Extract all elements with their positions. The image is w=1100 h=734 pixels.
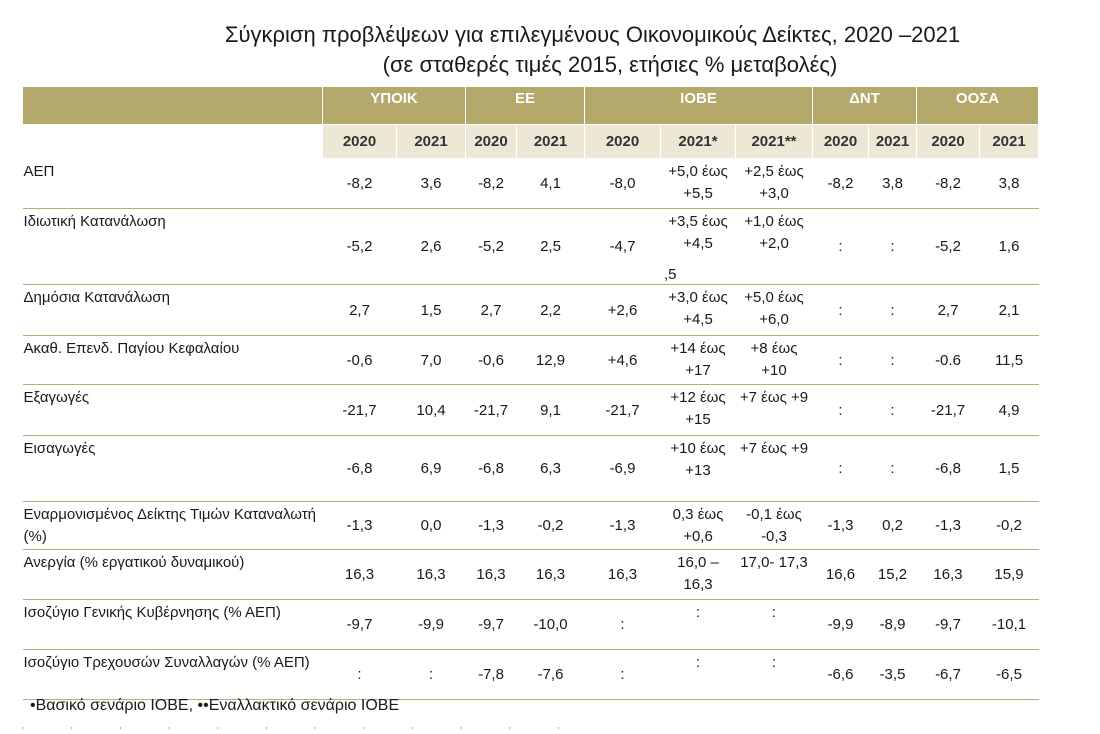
value-cell: -9,9 [397, 600, 466, 650]
year-header-cell: 2021 [980, 125, 1039, 159]
value-cell: -7,6 [517, 650, 585, 700]
value-cell: -7,8 [466, 650, 517, 700]
value-cell [661, 209, 736, 285]
value-cell: : [869, 436, 917, 502]
value-cell: 16,3 [323, 550, 397, 600]
value-cell: 3,8 [869, 159, 917, 209]
table-row [23, 600, 1039, 650]
value-text: +3,5 έως +4,5 [668, 213, 728, 252]
corner-cell [23, 125, 323, 159]
value-cell: : [813, 385, 869, 436]
value-cell: -0.6 [917, 336, 980, 385]
year-header-cell: 2021 [397, 125, 466, 159]
value-cell: 4,1 [517, 159, 585, 209]
value-cell: : [813, 285, 869, 336]
value-cell: : [661, 600, 736, 650]
value-cell: -6,8 [323, 436, 397, 502]
value-cell: +5,0 έως +6,0 [736, 285, 813, 336]
value-cell: 2,2 [517, 285, 585, 336]
year-header-cell: 2020 [585, 125, 661, 159]
value-cell: -21,7 [323, 385, 397, 436]
title-line-1: Σύγκριση προβλέψεων για επιλεγμένους Οικονομικούς Δείκτες, 2020 –2021 [224, 22, 961, 47]
group-header-row [23, 87, 1039, 125]
row-label: Εισαγωγές [23, 436, 323, 502]
value-cell: -0,2 [517, 502, 585, 550]
table-row [23, 209, 1039, 285]
row-label: Εναρμονισμένος Δείκτης Τιμών Καταναλωτή (%) [23, 502, 323, 550]
table-row [23, 336, 1039, 385]
value-cell: 1,5 [980, 436, 1039, 502]
year-header-cell: 2021* [661, 125, 736, 159]
row-label: Δημόσια Κατανάλωση [23, 285, 323, 336]
value-cell: : [323, 650, 397, 700]
value-cell: -6,8 [466, 436, 517, 502]
value-cell: -4,7 [585, 209, 661, 285]
row-label: Ιδιωτική Κατανάλωση [23, 209, 323, 285]
year-header-cell: 2021 [869, 125, 917, 159]
value-cell: -6,9 [585, 436, 661, 502]
value-cell: -8,2 [323, 159, 397, 209]
value-cell: 2,7 [466, 285, 517, 336]
group-header-oosa: ΟΟΣΑ [917, 87, 1039, 125]
value-cell: -8,0 [585, 159, 661, 209]
value-cell: -21,7 [585, 385, 661, 436]
value-cell: -9,7 [466, 600, 517, 650]
value-cell: -1,3 [813, 502, 869, 550]
value-cell: 16,3 [466, 550, 517, 600]
value-cell: +12 έως +15 [661, 385, 736, 436]
title-line-2: (σε σταθερές τιμές 2015, ετήσιες % μεταβολές) [382, 52, 838, 77]
value-cell: 2,6 [397, 209, 466, 285]
value-cell: 1,6 [980, 209, 1039, 285]
value-cell: -6,6 [813, 650, 869, 700]
value-cell: 2,7 [323, 285, 397, 336]
table-row [23, 436, 1039, 502]
year-header-cell: 2021 [517, 125, 585, 159]
value-cell: 17,0- 17,3 [736, 550, 813, 600]
value-cell: +8 έως +10 [736, 336, 813, 385]
value-cell: 0,0 [397, 502, 466, 550]
value-cell: 9,1 [517, 385, 585, 436]
value-cell: -5,2 [917, 209, 980, 285]
table-row [23, 159, 1039, 209]
value-cell: +2,6 [585, 285, 661, 336]
value-cell: -1,3 [323, 502, 397, 550]
value-cell: +1,0 έως +2,0 [736, 209, 813, 285]
table-row [23, 385, 1039, 436]
table-title [0, 20, 1100, 80]
value-cell: 16,0 – 16,3 [661, 550, 736, 600]
value-cell: -8,2 [917, 159, 980, 209]
value-cell: 15,9 [980, 550, 1039, 600]
value-cell: 3,6 [397, 159, 466, 209]
cropped-text-fragment: ' ' ' ' ' ' ' ' ' ' ' ' [22, 726, 582, 734]
table-row [23, 285, 1039, 336]
footnote: •Βασικό σενάριο ΙΟΒΕ, ••Εναλλακτικό σενάριο ΙΟΒΕ [30, 697, 400, 714]
year-header-cell: 2020 [466, 125, 517, 159]
value-cell: : [869, 385, 917, 436]
value-cell: : [736, 600, 813, 650]
value-cell: -6,7 [917, 650, 980, 700]
value-cell: -0,2 [980, 502, 1039, 550]
value-cell: +14 έως +17 [661, 336, 736, 385]
value-cell: -8,2 [466, 159, 517, 209]
year-header-cell: 2020 [813, 125, 869, 159]
row-label: Ισοζύγιο Τρεχουσών Συναλλαγών (% ΑΕΠ) [23, 650, 323, 700]
value-cell: 11,5 [980, 336, 1039, 385]
value-cell: -1,3 [917, 502, 980, 550]
value-cell: : [397, 650, 466, 700]
value-cell: -9,7 [917, 600, 980, 650]
value-cell: -0,6 [466, 336, 517, 385]
value-cell: +7 έως +9 [736, 385, 813, 436]
value-cell: 7,0 [397, 336, 466, 385]
value-cell: : [813, 209, 869, 285]
row-label: Ανεργία (% εργατικού δυναμικού) [23, 550, 323, 600]
value-cell: -9,9 [813, 600, 869, 650]
value-cell: 16,3 [917, 550, 980, 600]
table-row [23, 550, 1039, 600]
value-cell: 2,1 [980, 285, 1039, 336]
value-cell: -3,5 [869, 650, 917, 700]
value-cell: -0,1 έως -0,3 [736, 502, 813, 550]
value-cell: 1,5 [397, 285, 466, 336]
row-label: Ακαθ. Επενδ. Παγίου Κεφαλαίου [23, 336, 323, 385]
value-cell: 10,4 [397, 385, 466, 436]
value-cell: 16,3 [397, 550, 466, 600]
value-cell: : [869, 285, 917, 336]
value-cell: : [813, 436, 869, 502]
group-header-ee: ΕΕ [466, 87, 585, 125]
value-cell: -8,2 [813, 159, 869, 209]
year-header-cell: 2020 [323, 125, 397, 159]
stray-text: ,5 [664, 266, 677, 283]
value-cell: : [585, 600, 661, 650]
table-row [23, 650, 1039, 700]
value-cell: -8,9 [869, 600, 917, 650]
group-header-dnt: ΔΝΤ [813, 87, 917, 125]
value-cell: : [869, 209, 917, 285]
value-cell: : [585, 650, 661, 700]
value-cell: : [661, 650, 736, 700]
group-header-iobe: ΙΟΒΕ [585, 87, 813, 125]
value-cell: 15,2 [869, 550, 917, 600]
year-header-cell: 2020 [917, 125, 980, 159]
value-cell: +4,6 [585, 336, 661, 385]
value-cell: -6,8 [917, 436, 980, 502]
table-row [23, 502, 1039, 550]
value-cell: -5,2 [323, 209, 397, 285]
value-cell: 6,3 [517, 436, 585, 502]
value-cell: -5,2 [466, 209, 517, 285]
value-cell: -0,6 [323, 336, 397, 385]
value-cell: 0,3 έως +0,6 [661, 502, 736, 550]
value-cell: +10 έως +13 [661, 436, 736, 502]
value-cell: +2,5 έως +3,0 [736, 159, 813, 209]
value-cell: -9,7 [323, 600, 397, 650]
value-cell: +7 έως +9 [736, 436, 813, 502]
year-header-row [23, 125, 1039, 159]
value-cell: 6,9 [397, 436, 466, 502]
value-cell: 16,3 [585, 550, 661, 600]
value-cell: 16,3 [517, 550, 585, 600]
value-cell: -1,3 [466, 502, 517, 550]
value-cell: 3,8 [980, 159, 1039, 209]
row-label: Εξαγωγές [23, 385, 323, 436]
value-cell: : [736, 650, 813, 700]
value-cell: -1,3 [585, 502, 661, 550]
value-cell: 2,5 [517, 209, 585, 285]
row-label: ΑΕΠ [23, 159, 323, 209]
value-cell: 0,2 [869, 502, 917, 550]
row-label: Ισοζύγιο Γενικής Κυβέρνησης (% ΑΕΠ) [23, 600, 323, 650]
value-cell: 12,9 [517, 336, 585, 385]
value-cell: -10,0 [517, 600, 585, 650]
group-header-ypoik: ΥΠΟΙΚ [323, 87, 466, 125]
year-header-cell: 2021** [736, 125, 813, 159]
value-cell: +5,0 έως +5,5 [661, 159, 736, 209]
value-cell: : [813, 336, 869, 385]
value-cell: -21,7 [466, 385, 517, 436]
forecast-comparison-table [22, 86, 1039, 700]
corner-cell [23, 87, 323, 125]
value-cell: 16,6 [813, 550, 869, 600]
value-cell: 4,9 [980, 385, 1039, 436]
value-cell: -6,5 [980, 650, 1039, 700]
value-cell: -10,1 [980, 600, 1039, 650]
value-cell: : [869, 336, 917, 385]
value-cell: +3,0 έως +4,5 [661, 285, 736, 336]
value-cell: 2,7 [917, 285, 980, 336]
value-cell: -21,7 [917, 385, 980, 436]
